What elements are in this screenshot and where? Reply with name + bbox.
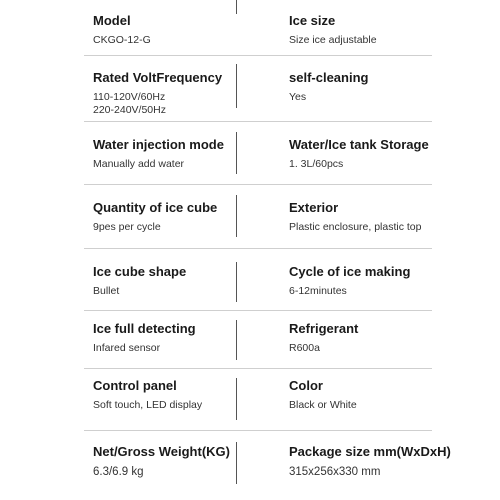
spec-value: 315x256x330 mm — [289, 466, 381, 478]
spec-water-ice-tank-storage — [289, 137, 429, 171]
spec-label: Water/Ice tank Storage — [289, 137, 429, 152]
row-divider — [84, 430, 432, 431]
row-divider — [84, 248, 432, 249]
spec-refrigerant — [289, 321, 358, 355]
spec-model — [93, 13, 151, 47]
spec-value: Black or White — [289, 399, 357, 411]
column-separator — [236, 442, 237, 484]
row-divider — [84, 184, 432, 185]
spec-value: 110-120V/60Hz 220-240V/50Hz — [93, 91, 166, 116]
spec-value: 1. 3L/60pcs — [289, 158, 344, 170]
spec-value: 9pes per cycle — [93, 221, 161, 233]
spec-label: Refrigerant — [289, 321, 359, 336]
spec-value: Manually add water — [93, 158, 185, 170]
spec-quantity-of-ice-cube — [93, 200, 217, 234]
spec-label: Exterior — [289, 200, 339, 215]
spec-label: Rated VoltFrequency — [93, 70, 223, 85]
column-separator — [236, 195, 237, 237]
spec-value: Yes — [289, 91, 307, 103]
spec-value: Plastic enclosure, plastic top — [289, 221, 422, 233]
spec-value: 6.3/6.9 kg — [93, 466, 144, 478]
spec-label: Ice full detecting — [93, 321, 196, 336]
spec-value: Bullet — [93, 285, 120, 297]
spec-label: Ice cube shape — [93, 264, 187, 279]
column-separator — [236, 0, 237, 14]
spec-label: self-cleaning — [289, 70, 369, 85]
spec-exterior — [289, 200, 421, 234]
spec-ice-cube-shape — [93, 264, 186, 298]
column-separator — [236, 64, 237, 108]
spec-water-injection-mode — [93, 137, 224, 171]
spec-ice-full-detecting — [93, 321, 196, 355]
spec-value: CKGO-12-G — [93, 34, 151, 46]
row-divider — [84, 310, 432, 311]
spec-label: Model — [93, 13, 131, 28]
spec-value: Soft touch, LED display — [93, 399, 203, 411]
spec-value: Infared sensor — [93, 342, 161, 354]
row-divider — [84, 121, 432, 122]
spec-label: Color — [289, 378, 323, 393]
spec-ice-size — [289, 13, 377, 47]
row-divider — [84, 368, 432, 369]
spec-label: Package size mm(WxDxH) — [289, 444, 451, 459]
spec-value: Size ice adjustable — [289, 34, 377, 46]
spec-self-cleaning — [289, 70, 368, 104]
spec-net-gross-weight — [93, 444, 230, 479]
spec-color — [289, 378, 357, 412]
spec-label: Quantity of ice cube — [93, 200, 218, 215]
spec-label: Ice size — [289, 13, 336, 28]
column-separator — [236, 320, 237, 360]
spec-value: R600a — [289, 342, 320, 354]
spec-value: 6-12minutes — [289, 285, 347, 297]
spec-label: Water injection mode — [93, 137, 224, 152]
spec-rated-voltfrequency — [93, 70, 222, 117]
spec-package-size — [289, 444, 451, 479]
spec-cycle-of-ice-making — [289, 264, 410, 298]
spec-label: Net/Gross Weight(KG) — [93, 444, 230, 459]
spec-control-panel — [93, 378, 202, 412]
column-separator — [236, 132, 237, 174]
column-separator — [236, 262, 237, 302]
spec-label: Control panel — [93, 378, 177, 393]
row-divider — [84, 55, 432, 56]
column-separator — [236, 378, 237, 420]
spec-label: Cycle of ice making — [289, 264, 411, 279]
